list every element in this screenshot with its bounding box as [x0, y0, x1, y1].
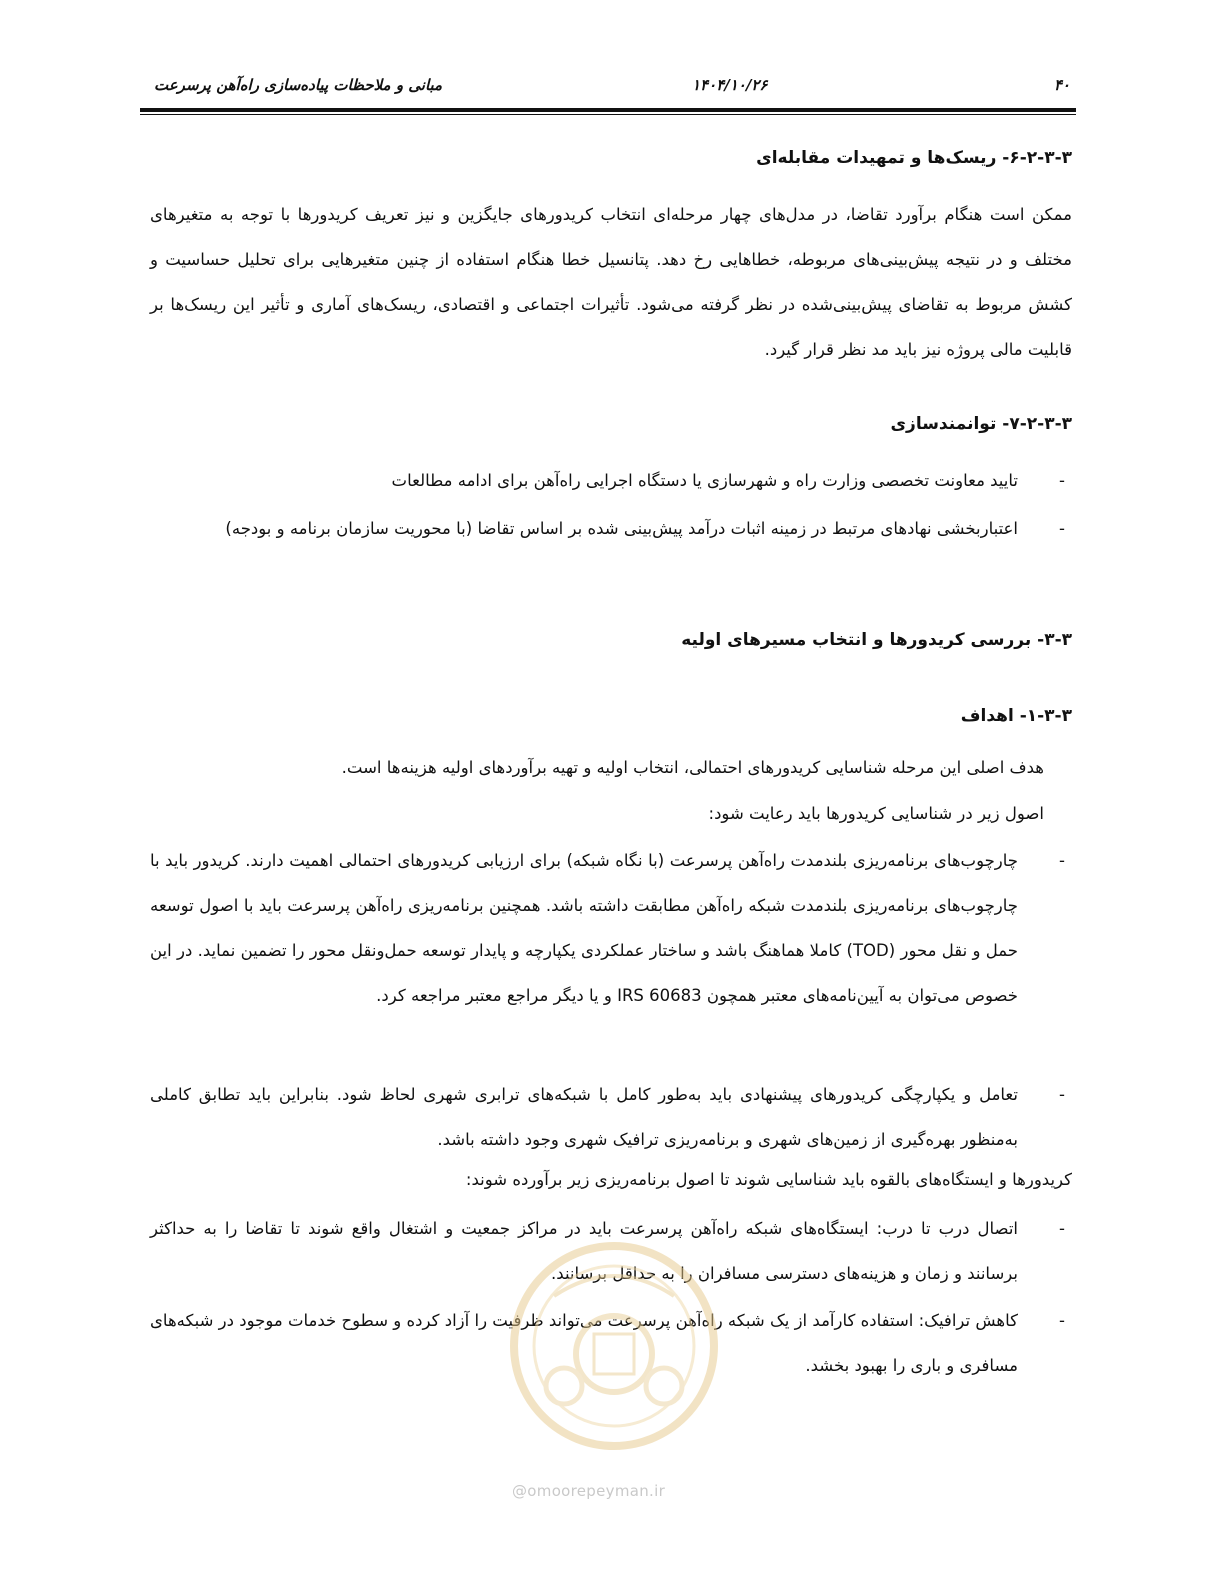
section-heading-enablement: ۷-۲-۳-۳- توانمندسازی: [890, 414, 1072, 434]
bullet-dash: -: [1059, 519, 1065, 538]
watermark-seal-icon: [494, 1236, 734, 1476]
section-heading-corridors: ۳-۳- بررسی کریدورها و انتخاب مسیرهای اولیه: [681, 630, 1072, 650]
list-item-text: کاهش ترافیک: استفاده کارآمد از یک شبکه راه‌آهن پرسرعت می‌تواند ظرفیت را آزاد کرده و سطوح خدمات موجود در شبکه‌های مسافری و باری را بهبود بخشد.: [150, 1311, 1018, 1375]
list-item-text: چارچوب‌های برنامه‌ریزی بلندمدت راه‌آهن پرسرعت (با نگاه شبکه) برای ارزیابی کریدورهای احتمالی اهمیت دارند. کریدور باید با چارچوب‌های برنامه‌ریزی بلندمدت شبکه راه‌آهن مطابقت داشته باشد. همچنین برنامه‌ریزی راه‌آهن پرسرعت باید با اصول توسعه حمل و نقل محور (TOD) کاملا هماهنگ باشد و ساختار عملکردی یکپارچه و پایدار توسعه حمل‌ونقل محور را تضمین نماید. در این خصوص می‌توان به آیین‌نامه‌های معتبر همچون IRS 60683 و یا دیگر مراجع معتبر مراجعه کرد.: [150, 851, 1018, 1005]
header-rule-thick: [140, 108, 1076, 112]
page-number: ۴۰: [1053, 76, 1070, 94]
paragraph-stations-intro: کریدورها و ایستگاه‌های بالقوه باید شناسایی شوند تا اصول برنامه‌ریزی زیر برآورده شوند:: [465, 1170, 1072, 1189]
paragraph-risks: ممکن است هنگام برآورد تقاضا، در مدل‌های چهار مرحله‌ای انتخاب کریدورهای جایگزین و نیز تعریف کریدورها با توجه به متغیرهای مختلف و در نتیجه پیش‌بینی‌های مربوطه، خطاهایی رخ دهد. پتانسیل خطا هنگام استفاده از چنین متغیرهایی برای تحلیل حساسیت و کشش مربوط به تقاضای پیش‌بینی‌شده در نظر گرفته می‌شود. تأثیرات اجتماعی و اقتصادی، ریسک‌های آماری و تأثیر این ریسک‌ها بر قابلیت مالی پروژه نیز باید مد نظر قرار گیرد.: [150, 205, 1072, 359]
list-item-text: اعتباربخشی نهادهای مرتبط در زمینه اثبات درآمد پیش‌بینی شده بر اساس تقاضا (با محوریت سازمان برنامه و بودجه): [225, 519, 1018, 538]
header-rule-thin: [140, 114, 1076, 115]
list-item: [150, 506, 1072, 551]
section-heading-objectives: ۱-۳-۳- اهداف: [960, 706, 1072, 726]
paragraph-principles-intro: اصول زیر در شناسایی کریدورها باید رعایت شود:: [708, 804, 1044, 823]
bullet-dash: -: [1059, 471, 1065, 490]
list-item-text: تعامل و یکپارچگی کریدورهای پیشنهادی باید به‌طور کامل با شبکه‌های ترابری شهری لحاظ شود. بنابراین باید تطابق کاملی به‌منظور بهره‌گیری از زمین‌های شهری و برنامه‌ریزی ترافیک شهری وجود داشته باشد.: [150, 1085, 1018, 1149]
header-title: مبانی و ملاحظات پیاده‌سازی راه‌آهن پرسرعت: [154, 76, 443, 94]
list-item: [150, 458, 1072, 503]
section-heading-risks: ۶-۲-۳-۳- ریسک‌ها و تمهیدات مقابله‌ای: [756, 148, 1072, 168]
paragraph-objective: هدف اصلی این مرحله شناسایی کریدورهای احتمالی، انتخاب اولیه و تهیه برآوردهای اولیه هزینه‌ها است.: [341, 758, 1044, 777]
bullet-dash: -: [1059, 851, 1065, 870]
running-header: [140, 74, 1076, 104]
bullet-dash: -: [1059, 1311, 1065, 1330]
bullet-dash: -: [1059, 1085, 1065, 1104]
list-item-text: اتصال درب تا درب: ایستگاه‌های شبکه راه‌آهن پرسرعت باید در مراکز جمعیت و اشتغال واقع شوند تا تقاضا را به حداکثر برسانند و زمان و هزینه‌های دسترسی مسافران را به حداقل برسانند.: [150, 1219, 1018, 1283]
watermark-url: @omoorepeyman.ir: [512, 1482, 666, 1500]
list-item: [150, 1072, 1072, 1162]
list-item: [150, 838, 1072, 1018]
list-item-text: تایید معاونت تخصصی وزارت راه و شهرسازی یا دستگاه اجرایی راه‌آهن برای ادامه مطالعات: [391, 471, 1018, 490]
bullet-dash: -: [1059, 1219, 1065, 1238]
header-date: ۱۴۰۴/۱۰/۲۶: [692, 76, 768, 94]
